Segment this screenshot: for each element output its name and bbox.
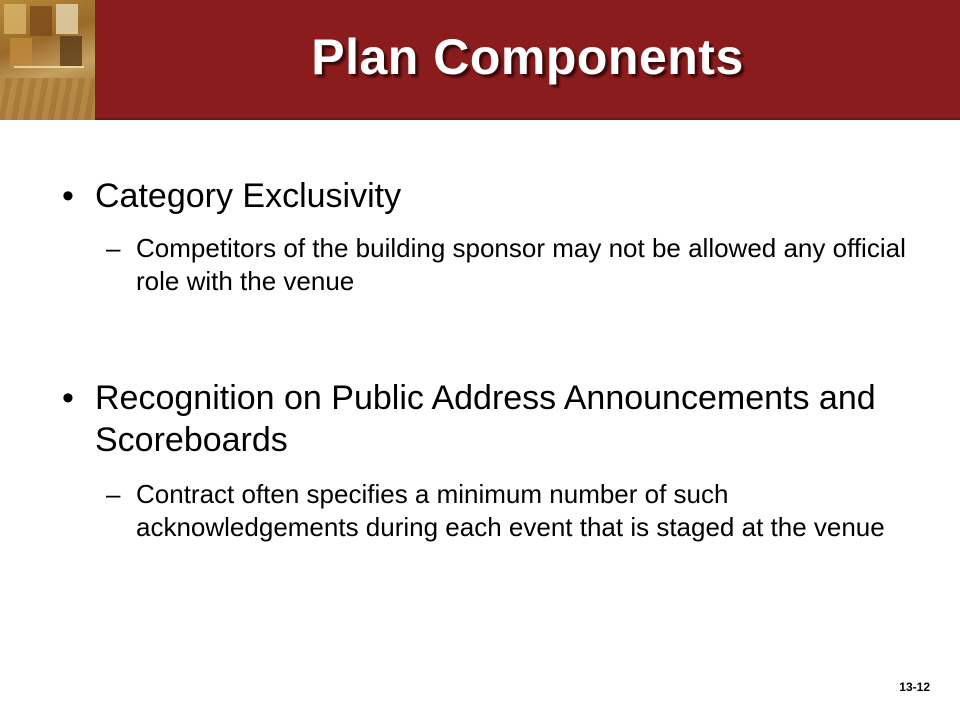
sub-bullet-text: Contract often specifies a minimum number of such acknowledgements during each event that is staged at the venue <box>136 479 885 542</box>
title-bar <box>0 0 960 120</box>
thumbnail-strip <box>0 78 95 120</box>
bullet-marker: • <box>62 379 74 417</box>
bullet-text: Recognition on Public Address Announcements and Scoreboards <box>95 379 876 459</box>
bullet-item <box>62 175 922 217</box>
thumbnail-tile <box>4 4 26 34</box>
thumbnail-script-mark <box>14 58 84 68</box>
bullet-text: Category Exclusivity <box>95 177 402 215</box>
slide-body <box>0 120 960 680</box>
bullet-marker: • <box>62 177 74 215</box>
sub-bullet-marker: – <box>106 479 121 509</box>
book-cover-thumbnail-image <box>0 0 95 120</box>
sub-bullet-marker: – <box>106 233 121 263</box>
thumbnail-tile <box>30 6 52 36</box>
sub-bullet-item <box>106 232 906 298</box>
slide-number: 13-12 <box>899 680 930 694</box>
sub-bullet-text: Competitors of the building sponsor may not be allowed any official role with the venue <box>136 233 906 296</box>
bullet-item <box>62 377 922 461</box>
sub-bullet-item <box>106 478 906 544</box>
thumbnail-tile <box>56 4 78 34</box>
slide-title: Plan Components <box>311 29 744 85</box>
